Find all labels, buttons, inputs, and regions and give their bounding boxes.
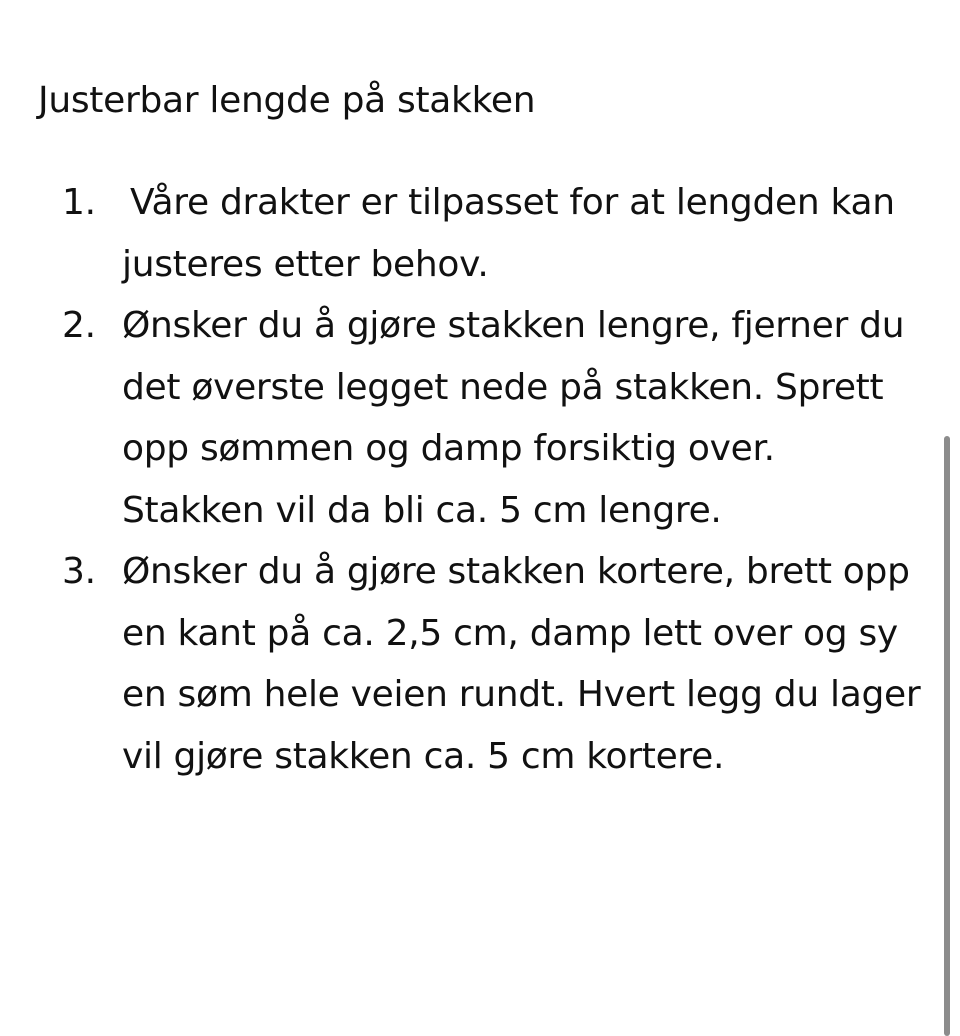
step-number: 2. bbox=[62, 305, 96, 346]
list-item bbox=[0, 172, 930, 295]
instructions-list bbox=[0, 172, 930, 787]
step-text: Ønsker du å gjøre stakken lengre, fjerner du det øverste legget nede på stakken. Sprett opp sømmen og damp forsiktig over. Stakken vil da bli ca. 5 cm lengre. bbox=[122, 305, 905, 531]
step-number: 3. bbox=[62, 551, 96, 592]
section-heading: Justerbar lengde på stakken bbox=[38, 80, 536, 121]
list-item bbox=[0, 541, 930, 787]
step-text: Ønsker du å gjøre stakken kortere, brett opp en kant på ca. 2,5 cm, damp lett over og sy en søm hele veien rundt. Hvert legg du lager vil gjøre stakken ca. 5 cm kortere. bbox=[122, 551, 921, 777]
step-text: Våre drakter er tilpasset for at lengden kan justeres etter behov. bbox=[122, 182, 895, 285]
step-number: 1. bbox=[62, 182, 96, 223]
vertical-scrollbar[interactable] bbox=[944, 436, 950, 1036]
list-item bbox=[0, 295, 930, 541]
